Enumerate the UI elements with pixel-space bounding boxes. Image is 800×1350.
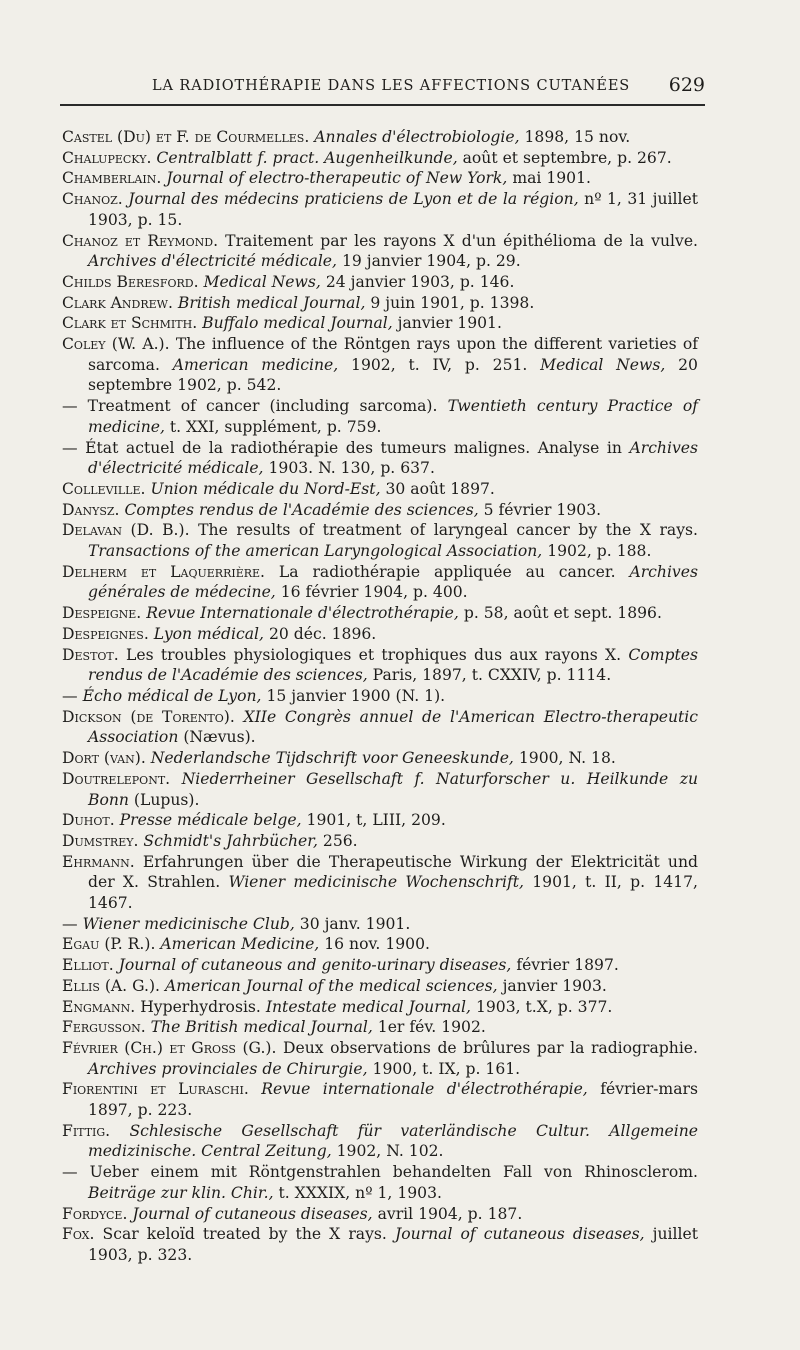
running-title: LA RADIOTHÉRAPIE DANS LES AFFECTIONS CUTANÉES <box>152 78 631 94</box>
bibliography-entry <box>62 624 698 645</box>
entry-author: Doutrelepont. <box>62 769 171 788</box>
entry-details: mai 1901. <box>512 169 591 188</box>
entry-details: Paris, 1897, t. CXXIV, p. 1114. <box>372 666 612 685</box>
bibliography-entry <box>62 1162 698 1203</box>
bibliography-entry <box>62 769 698 810</box>
entry-title: The British medical Journal, <box>150 1018 373 1037</box>
entry-author: Childs Beresford. <box>62 272 199 291</box>
entry-title: American Journal of the medical sciences, <box>164 976 498 995</box>
entry-author: Elliot. <box>62 956 114 975</box>
entry-author: Colleville. <box>62 479 146 498</box>
bibliography-entry <box>62 231 698 272</box>
entry-details: février 1897. <box>516 956 619 975</box>
bibliography-entry <box>62 955 698 976</box>
entry-details: juillet 1903, p. 323. <box>88 1225 698 1264</box>
entry-author: Chalupecky. <box>62 148 152 167</box>
entry-title: Archives provinciales de Chirurgie, <box>88 1059 368 1078</box>
entry-details: avril 1904, p. 187. <box>377 1204 523 1223</box>
bibliography-entry <box>62 1121 698 1162</box>
bibliography-entry <box>62 748 698 769</box>
entry-author: Castel (Du) et F. de Courmelles. <box>62 128 310 146</box>
bibliography-entry <box>62 148 698 169</box>
entry-text: The results of treatment of laryngeal cancer by the X rays. <box>198 521 698 540</box>
entry-title: Journal of cutaneous diseases, <box>132 1204 373 1223</box>
entry-details: t. XXI, supplément, p. 759. <box>169 417 382 436</box>
entry-title: Journal of cutaneous and genito-urinary diseases, <box>118 956 512 975</box>
entry-author: Dort (van). <box>62 749 146 768</box>
entry-title: Union médicale du Nord-Est, <box>150 479 381 498</box>
entry-title: Medical News, <box>203 272 321 291</box>
entry-author: Chanoz et Reymond. <box>62 231 219 250</box>
entry-title: Lyon médical, <box>153 624 264 643</box>
bibliography-entry <box>62 562 698 603</box>
entry-author: Destot. <box>62 645 119 664</box>
entry-details: 1er fév. 1902. <box>377 1018 486 1037</box>
entry-details: 20 septembre 1902, p. 542. <box>88 355 698 395</box>
entry-title: Comptes rendus de l'Académie des sciences, <box>124 500 479 519</box>
entry-author: Duhot. <box>62 811 115 830</box>
entry-title: Beiträge zur klin. Chir., <box>88 1183 274 1202</box>
entry-title: Medical News, <box>540 355 666 374</box>
entry-author: Fittig. <box>62 1121 111 1140</box>
entry-details: août et septembre, p. 267. <box>462 148 672 167</box>
entry-details: 15 janvier 1900 (N. 1). <box>266 686 446 705</box>
entry-text: The influence of the Röntgen rays upon the different varieties of sarcoma. <box>88 335 698 374</box>
entry-author: Fordyce. <box>62 1204 128 1223</box>
entry-title: Wiener medicinische Wochenschrift, <box>228 873 524 892</box>
bibliography-entry <box>62 189 698 230</box>
entry-author: Clark Andrew. <box>62 293 173 312</box>
entry-details: 1901, t. II, p. 1417, 1467. <box>88 873 698 913</box>
entry-title: Twentieth century Practice of medicine, <box>88 397 698 436</box>
entry-title: Centralblatt f. pract. Augenheilkunde, <box>156 148 458 167</box>
bibliography-entry <box>62 686 698 707</box>
entry-details: 1903, t.X, p. 377. <box>475 997 613 1016</box>
entry-details: janvier 1901. <box>397 314 502 333</box>
entry-details: 30 août 1897. <box>385 479 495 498</box>
entry-title: British medical Journal, <box>177 293 366 312</box>
bibliography-entry <box>62 1079 698 1120</box>
entry-details: 20 déc. 1896. <box>268 624 377 643</box>
entry-title: Écho médical de Lyon, <box>82 686 262 705</box>
bibliography-entry <box>62 1038 698 1079</box>
bibliography-list <box>62 127 698 1266</box>
entry-author: Despeigne. <box>62 604 142 623</box>
entry-author: Delavan (D. B.). <box>62 521 190 540</box>
entry-text: Ueber einem mit Röntgenstrahlen behandelten Fall von Rhinosclerom. <box>89 1163 698 1182</box>
entry-author: — <box>62 1163 78 1182</box>
page-number: 629 <box>668 74 705 96</box>
bibliography-entry <box>62 334 698 396</box>
entry-title: Journal of electro-therapeutic of New York, <box>166 169 508 188</box>
entry-author: Delherm et Laquerrière. <box>62 562 265 581</box>
entry-author: Chanoz. <box>62 190 123 209</box>
bibliography-entry <box>62 645 698 686</box>
entry-title: Schmidt's Jahrbücher, <box>143 831 318 850</box>
bibliography-entry <box>62 707 698 748</box>
bibliography-entry <box>62 914 698 935</box>
entry-author: — <box>62 686 78 705</box>
entry-details: 1898, 15 nov. <box>524 128 631 146</box>
entry-text: Scar keloïd treated by the X rays. <box>102 1225 387 1244</box>
bibliography-entry <box>62 934 698 955</box>
entry-title: Nederlandsche Tijdschrift voor Geneeskunde, <box>150 749 514 768</box>
bibliography-entry <box>62 997 698 1018</box>
entry-details: 5 février 1903. <box>483 500 602 519</box>
entry-author: Clark et Schmith. <box>62 314 198 333</box>
bibliography-entry <box>62 976 698 997</box>
entry-details: t. XXXIX, nº 1, 1903. <box>278 1183 442 1202</box>
bibliography-entry <box>62 603 698 624</box>
entry-author: Dumstrey. <box>62 831 139 850</box>
entry-details: janvier 1903. <box>502 976 607 995</box>
entry-author: Ehrmann. <box>62 852 135 871</box>
entry-author: Engmann. <box>62 997 136 1016</box>
entry-title: Journal of cutaneous diseases, <box>394 1225 645 1244</box>
bibliography-entry <box>62 1224 698 1265</box>
bibliography-entry <box>62 852 698 914</box>
entry-author: Chamberlain. <box>62 169 162 188</box>
bibliography-entry <box>62 168 698 189</box>
bibliography-entry <box>62 500 698 521</box>
bibliography-entry <box>62 272 698 293</box>
entry-details: (Lupus). <box>133 790 200 809</box>
entry-title: Annales d'électrobiologie, <box>314 128 520 146</box>
entry-title: Archives générales de médecine, <box>88 562 698 602</box>
entry-details: 9 juin 1901, p. 1398. <box>370 293 535 312</box>
entry-text: La radiothérapie appliquée au cancer. <box>278 562 616 581</box>
entry-title: Niederrheiner Gesellschaft f. Naturforscher u. Heilkunde zu Bonn <box>88 769 698 809</box>
entry-title: Revue Internationale d'électrothérapie, <box>146 604 459 623</box>
entry-details: 16 février 1904, p. 400. <box>280 583 468 602</box>
entry-details: 1902, p. 188. <box>547 542 652 561</box>
entry-details: 1903. N. 130, p. 637. <box>268 459 435 478</box>
entry-details: 256. <box>322 831 358 850</box>
entry-details: 1900, N. 18. <box>518 749 616 768</box>
entry-text: Les troubles physiologiques et trophiques dus aux rayons X. <box>126 645 622 664</box>
entry-details: 19 janvier 1904, p. 29. <box>341 252 521 271</box>
bibliography-entry <box>62 438 698 479</box>
entry-text: Hyperhydrosis. <box>140 997 261 1016</box>
entry-title: Wiener medicinische Club, <box>82 914 295 933</box>
entry-details: 30 janv. 1901. <box>299 914 411 933</box>
bibliography-entry <box>62 810 698 831</box>
bibliography-entry <box>62 293 698 314</box>
entry-title: Comptes rendus de l'Académie des sciences, <box>88 645 698 685</box>
bibliography-entry <box>62 1017 698 1038</box>
entry-author: — <box>62 438 78 457</box>
entry-text: Treatment of cancer (including sarcoma). <box>87 397 438 416</box>
entry-title: Archives d'électricité médicale, <box>88 438 699 478</box>
bibliography-entry <box>62 127 698 148</box>
entry-details: 1900, t. IX, p. 161. <box>372 1059 521 1078</box>
entry-author: Despeignes. <box>62 624 149 643</box>
entry-title: Transactions of the american Laryngological Association, <box>88 542 543 561</box>
entry-author: Coley (W. A.). <box>62 335 170 354</box>
bibliography-entry <box>62 313 698 334</box>
entry-title: Revue internationale d'électrothérapie, <box>261 1080 588 1099</box>
entry-details: 16 nov. 1900. <box>324 935 430 954</box>
entry-author: — <box>62 397 78 416</box>
entry-details: 24 janvier 1903, p. 146. <box>325 272 515 291</box>
entry-details: février-mars 1897, p. 223. <box>88 1080 698 1120</box>
entry-title: Schlesische Gesellschaft für vaterländische Cultur. Allgemeine medizinische. Central Zeitung, <box>88 1121 698 1161</box>
entry-title: American medicine, <box>172 355 339 374</box>
bibliography-entry <box>62 1204 698 1225</box>
page-header <box>60 74 705 106</box>
bibliography-entry <box>62 396 698 437</box>
entry-author: Février (Ch.) et Gross (G.). <box>62 1038 277 1057</box>
entry-text: Deux observations de brûlures par la radiographie. <box>282 1038 698 1057</box>
entry-details: 1902, t. IV, p. 251. <box>351 355 528 374</box>
entry-author: Egau (P. R.). <box>62 935 156 954</box>
entry-title: Buffalo medical Journal, <box>202 314 393 333</box>
entry-author: Fergusson. <box>62 1018 146 1037</box>
bibliography-entry <box>62 479 698 500</box>
entry-author: Fox. <box>62 1225 95 1244</box>
entry-title: Presse médicale belge, <box>119 811 302 830</box>
entry-title: American Medicine, <box>160 935 320 954</box>
bibliography-entry <box>62 520 698 561</box>
entry-text: Traitement par les rayons X d'un épithélioma de la vulve. <box>225 231 699 250</box>
entry-details: 1902, N. 102. <box>336 1142 444 1161</box>
entry-details: p. 58, août et sept. 1896. <box>463 604 662 623</box>
entry-details: 1901, t, LIII, 209. <box>306 811 446 830</box>
entry-author: Fiorentini et Luraschi. <box>62 1080 249 1099</box>
entry-title: Archives d'électricité médicale, <box>88 252 337 271</box>
entry-title: Journal des médecins praticiens de Lyon et de la région, <box>128 190 579 209</box>
entry-author: Ellis (A. G.). <box>62 976 160 995</box>
entry-title: Intestate medical Journal, <box>265 997 471 1016</box>
entry-author: Danysz. <box>62 500 120 519</box>
entry-title: XIIe Congrès annuel de l'American Electro-therapeutic Association <box>88 707 698 747</box>
entry-details: nº 1, 31 juillet 1903, p. 15. <box>88 190 699 229</box>
entry-text: Erfahrungen über die Therapeutische Wirkung der Elektricität und der X. Strahlen. <box>88 852 698 892</box>
bibliography-entry <box>62 831 698 852</box>
entry-text: État actuel de la radiothérapie des tumeurs malignes. Analyse in <box>85 438 622 457</box>
entry-author: Dickson (de Torento). <box>62 707 235 726</box>
entry-author: — <box>62 914 78 933</box>
entry-details: (Nævus). <box>183 728 256 747</box>
